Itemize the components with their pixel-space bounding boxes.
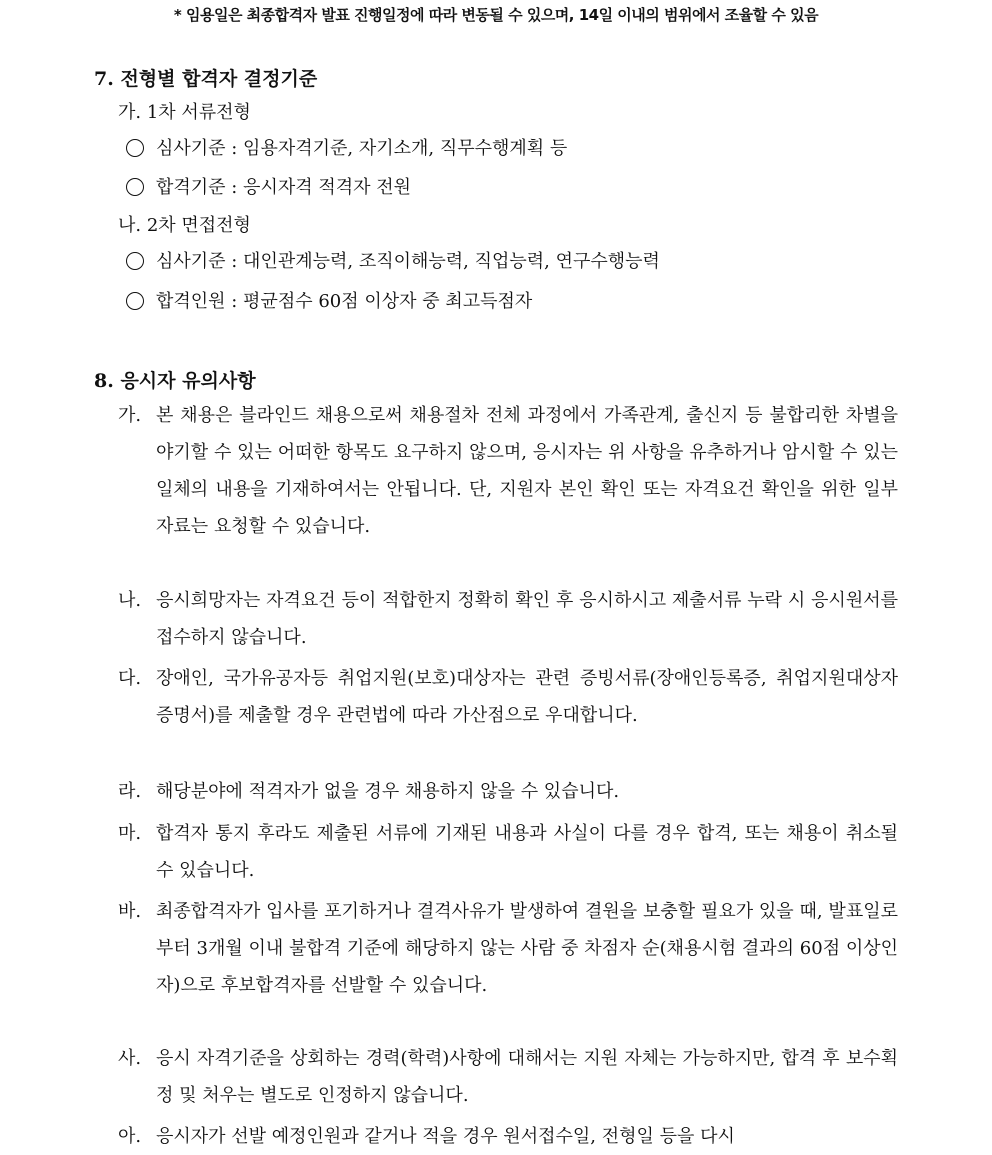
stage-1-item-1-text: 심사기준 : 임용자격기준, 자기소개, 직무수행계획 등: [156, 138, 568, 159]
note-text: 해당분야에 적격자가 없을 경우 채용하지 않을 수 있습니다.: [156, 781, 620, 802]
note-text: 응시자가 선발 예정인원과 같거나 적을 경우 원서접수일, 전형일 등을 다시: [156, 1126, 735, 1147]
stage-2-item-1-text: 심사기준 : 대인관계능력, 조직이해능력, 직업능력, 연구수행능력: [156, 251, 660, 272]
note-item-ma: [118, 815, 898, 889]
stage-1-item-pass-criteria: [126, 175, 411, 201]
stage-2-item-pass-count: [126, 289, 532, 315]
note-marker: 나.: [118, 590, 142, 611]
stage-2-heading: 나. 2차 면접전형: [118, 215, 251, 236]
note-text: 최종합격자가 입사를 포기하거나 결격사유가 발생하여 결원을 보충할 필요가 있을 때, 발표일로부터 3개월 이내 불합격 기준에 해당하지 않는 사람 중 차점자 순(채용시험 결과의 60점 이상인자)으로 후보합격자를 선발할 수 있습니다.: [156, 901, 898, 996]
note-text: 응시 자격기준을 상회하는 경력(학력)사항에 대해서는 지원 자체는 가능하지만, 합격 후 보수획정 및 처우는 별도로 인정하지 않습니다.: [156, 1048, 898, 1106]
note-marker: 사.: [118, 1048, 142, 1069]
circle-bullet-icon: [126, 178, 144, 196]
note-item-a: [118, 1118, 898, 1155]
note-marker: 라.: [118, 781, 142, 802]
note-text: 본 채용은 블라인드 채용으로써 채용절차 전체 과정에서 가족관계, 출신지 등 불합리한 차별을 야기할 수 있는 어떠한 항목도 요구하지 않으며, 응시자는 위 사항을 유추하거나 암시할 수 있는 일체의 내용을 기재하여서는 안됩니다. 단, 지원자 본인 확인 또는 자격요건 확인을 위한 일부 자료는 요청할 수 있습니다.: [156, 405, 898, 537]
note-text: 응시희망자는 자격요건 등이 적합한지 정확히 확인 후 응시하시고 제출서류 누락 시 응시원서를 접수하지 않습니다.: [156, 590, 898, 648]
section-7-title: 7. 전형별 합격자 결정기준: [94, 68, 318, 90]
note-marker: 바.: [118, 901, 142, 922]
appointment-date-note: * 임용일은 최종합격자 발표 진행일정에 따라 변동될 수 있으며, 14일 이내의 범위에서 조율할 수 있음: [173, 6, 819, 24]
note-marker: 아.: [118, 1126, 142, 1147]
stage-1-item-review-criteria: [126, 136, 567, 162]
stage-1-item-2-text: 합격기준 : 응시자격 적격자 전원: [156, 177, 411, 198]
stage-1-heading: 가. 1차 서류전형: [118, 102, 251, 123]
stage-2-item-review-criteria: [126, 249, 660, 275]
note-text: 합격자 통지 후라도 제출된 서류에 기재된 내용과 사실이 다를 경우 합격, 또는 채용이 취소될 수 있습니다.: [156, 823, 898, 881]
note-item-da: [118, 660, 898, 734]
note-item-ba: [118, 893, 898, 1004]
circle-bullet-icon: [126, 139, 144, 157]
circle-bullet-icon: [126, 252, 144, 270]
note-item-na: [118, 582, 898, 656]
note-item-sa: [118, 1040, 898, 1114]
note-item-ra: [118, 773, 898, 810]
note-item-ga: [118, 397, 898, 545]
circle-bullet-icon: [126, 292, 144, 310]
note-marker: 마.: [118, 823, 142, 844]
note-marker: 가.: [118, 405, 142, 426]
stage-2-item-2-text: 합격인원 : 평균점수 60점 이상자 중 최고득점자: [156, 291, 533, 312]
section-8-title: 8. 응시자 유의사항: [94, 370, 256, 392]
note-marker: 다.: [118, 668, 142, 689]
note-text: 장애인, 국가유공자등 취업지원(보호)대상자는 관련 증빙서류(장애인등록증, 취업지원대상자 증명서)를 제출할 경우 관련법에 따라 가산점으로 우대합니다.: [156, 668, 898, 726]
